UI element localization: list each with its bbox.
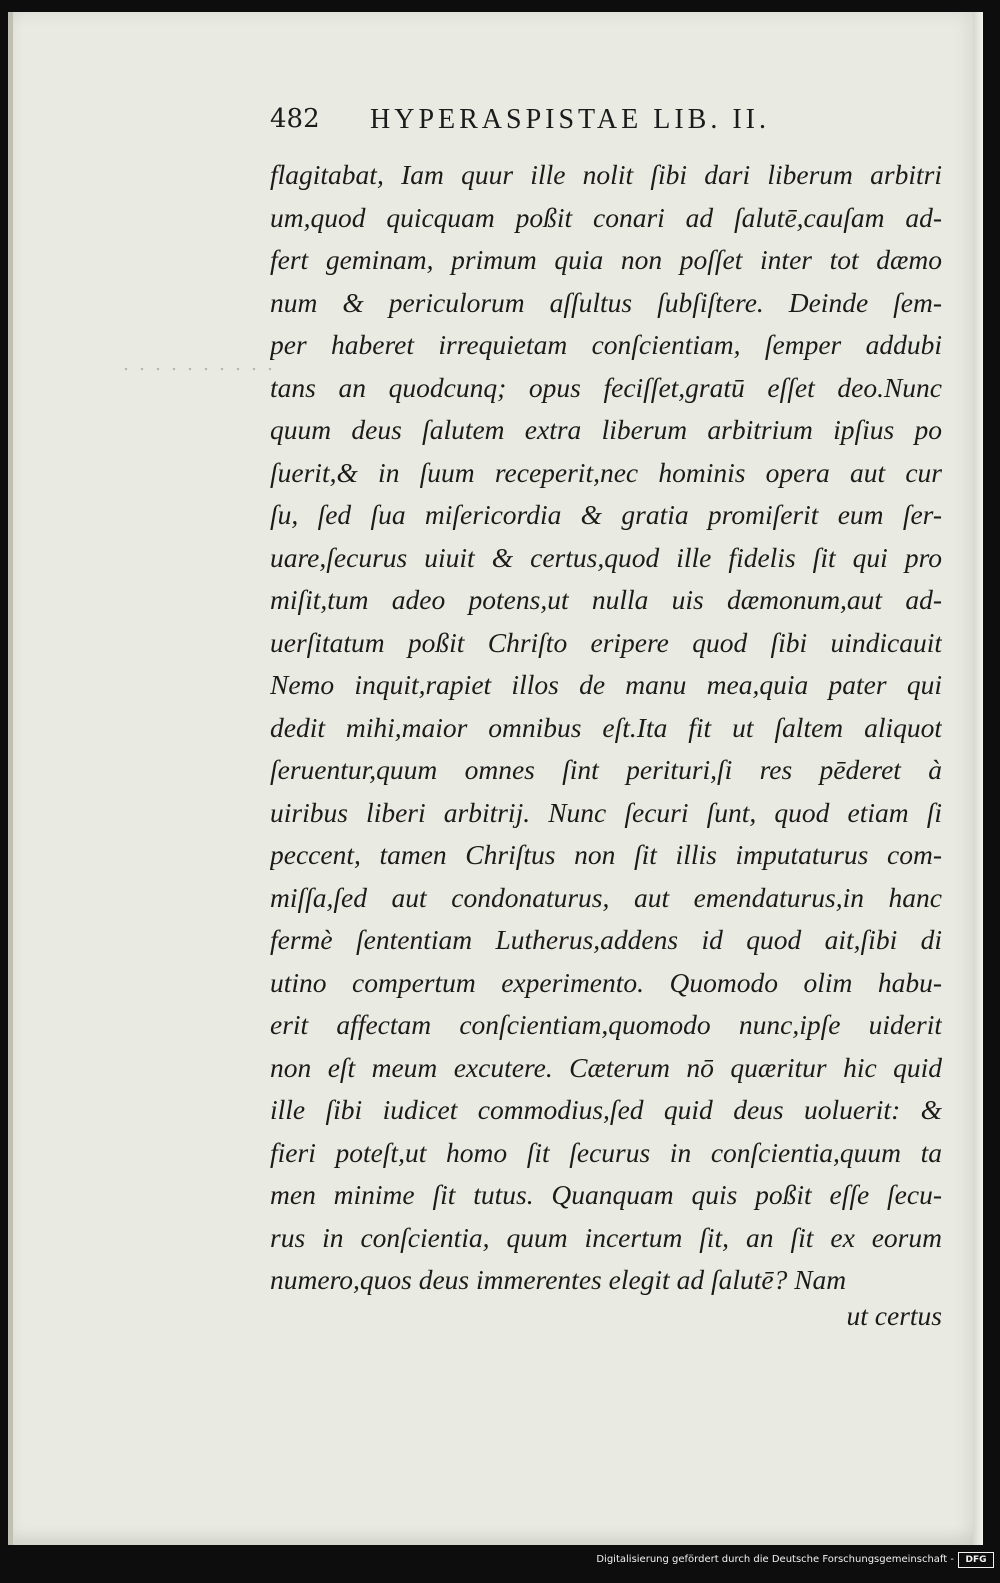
text-line: ſeruentur,quum omnes ſint perituri,ſi res pēderet à [270, 754, 942, 785]
text-line: miſſa,ſed aut condonaturus, aut emendaturus,in hanc [270, 881, 942, 913]
text-line: quum deus ſalutem extra liberum arbitrium ipſius po [270, 414, 942, 445]
page-header [270, 104, 940, 150]
text-line: fert geminam, primum quia non poſſet inter tot dæmo [270, 244, 942, 275]
text-line: flagitabat, Iam quur ille nolit ſibi dari liberum arbitri [270, 159, 942, 190]
page-number: 482 [270, 104, 320, 134]
text-line: dedit mihi,maior omnibus eſt.Ita fit ut ſaltem aliquot [270, 711, 942, 743]
text-line: num & periculorum aſſultus ſubſiſtere. Deinde ſem- [270, 286, 942, 318]
text-line: non eſt meum excutere. Cæterum nō quæritur hic quid [270, 1051, 942, 1083]
text-line: ſu, ſed ſua miſericordia & gratia promiſerit eum ſer- [270, 499, 942, 530]
text-line: uerſitatum poßit Chriſto eripere quod ſibi uindicauit [270, 626, 942, 658]
dfg-logo: DFG [958, 1552, 994, 1568]
catchword: ut certus [846, 1300, 942, 1331]
text-line: utino compertum experimento. Quomodo olim habu- [270, 966, 942, 998]
text-line: fieri poteſt,ut homo ſit ſecurus in conſcientia,quum ta [270, 1136, 942, 1168]
text-line: per haberet irrequietam conſcientiam, ſemper addubi [270, 329, 942, 360]
text-line: miſit,tum adeo potens,ut nulla uis dæmonum,aut ad- [270, 584, 942, 615]
text-line: uare,ſecurus uiuit & certus,quod ille fidelis ſit qui pro [270, 541, 942, 573]
text-line: uiribus liberi arbitrij. Nunc ſecuri ſunt, quod etiam ſi [270, 796, 942, 828]
digitization-credit: Digitalisierung gefördert durch die Deutsche Forschungsgemeinschaft - [596, 1554, 954, 1565]
text-line: tans an quodcunq; opus feciſſet,gratū eſſet deo.Nunc [270, 371, 942, 403]
text-line: rus in conſcientia, quum incertum ſit, an ſit ex eorum [270, 1221, 942, 1253]
text-line: um,quod quicquam poßit conari ad ſalutē,cauſam ad- [270, 201, 942, 233]
body-text [270, 154, 942, 1302]
text-line: erit affectam conſcientiam,quomodo nunc,ipſe uiderit [270, 1009, 942, 1040]
text-line: men minime ſit tutus. Quanquam quis poßit eſſe ſecu- [270, 1179, 942, 1210]
running-head: HYPERASPISTAE LIB. II. [370, 104, 770, 135]
page-edge-shadow [973, 12, 983, 1545]
text-line: ſuerit,& in ſuum receperit,nec hominis opera aut cur [270, 456, 942, 488]
text-line: peccent, tamen Chriſtus non ſit illis imputaturus com- [270, 839, 942, 870]
text-line: ille ſibi iudicet commodius,ſed quid deus uoluerit: & [270, 1094, 942, 1125]
faint-margin-dots [118, 367, 273, 371]
text-line: numero,quos deus immerentes elegit ad ſalutē? Nam [270, 1264, 847, 1295]
text-line: Nemo inquit,rapiet illos de manu mea,quia pater qui [270, 669, 942, 700]
text-line: fermè ſententiam Lutherus,addens id quod ait,ſibi di [270, 924, 942, 955]
